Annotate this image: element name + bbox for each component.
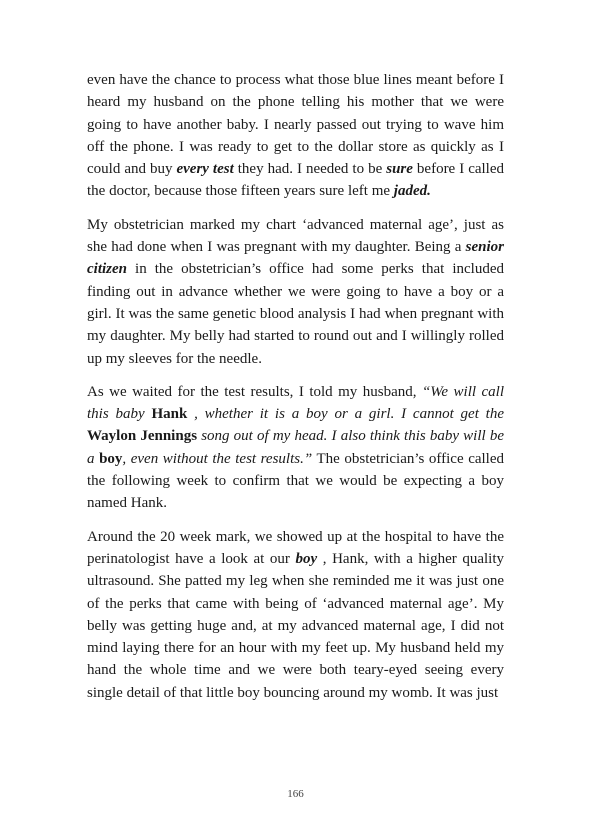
bold-waylon-jennings: Waylon Jennings: [87, 428, 198, 445]
paragraph-3: [87, 381, 504, 515]
text-run: , Hank, with a higher quality ultrasound. She patted my leg when she reminded me it was just one of the perks that came with being of ‘advanced maternal age’. My belly was getting huge and, at my advanced maternal age, I did not mind laying there for an hour with my feet up. My husband held my hand the whole time and we were both teary-eyed seeing every single detail of that little boy bouncing around my womb. It was just: [87, 550, 505, 701]
paragraph-1: [87, 69, 504, 203]
text-run: they had. I needed to be: [233, 161, 387, 178]
quote-run: song out of my head. I also think this baby will be a: [87, 428, 504, 467]
text-run: The obstetrician’s office called the following week to confirm that we would be expecting a boy named Hank.: [87, 450, 504, 512]
quote-run: “We will call this baby: [87, 383, 504, 423]
paragraph-2: [87, 214, 504, 370]
text-run: My obstetrician marked my chart ‘advanced maternal age’, just as she had done when I was pregnant with my daughter. Being a: [87, 216, 504, 256]
emphasis-jaded: jaded.: [393, 183, 431, 200]
text-run: before I called the doctor, because those fifteen years sure left me: [87, 161, 505, 200]
emphasis-boy: boy: [295, 550, 318, 567]
bold-hank: Hank: [151, 406, 188, 423]
text-run: in the obstetrician’s office had some perks that included finding out in advance whether we were going to have a boy or a girl. It was the same genetic blood analysis I had when pregnant with my daughter. My belly had started to round out and I willingly rolled up my sleeves for the needle.: [87, 261, 504, 367]
body-text: [87, 69, 504, 715]
page-number: 166: [287, 788, 304, 800]
paragraph-4: [87, 526, 504, 704]
quote-run: , whether it is a boy or a girl. I cannot get the: [187, 406, 504, 423]
emphasis-sure: sure: [386, 161, 413, 178]
emphasis-senior-citizen: senior citizen: [87, 239, 504, 278]
bold-boy: boy: [99, 450, 123, 467]
emphasis-every-test: every test: [176, 161, 234, 178]
text-run: Around the 20 week mark, we showed up at the hospital to have the perinatologist have a look at our: [87, 528, 504, 567]
text-run: even have the chance to process what those blue lines meant before I heard my husband on the phone telling his mother that we were going to have another baby. I nearly passed out trying to wave him off the phone. I was ready to get to the dollar store as quickly as I could and buy: [87, 72, 504, 178]
text-run: As we waited for the test results, I told my husband,: [87, 383, 422, 400]
quote-run: , even without the test results.”: [122, 450, 313, 467]
